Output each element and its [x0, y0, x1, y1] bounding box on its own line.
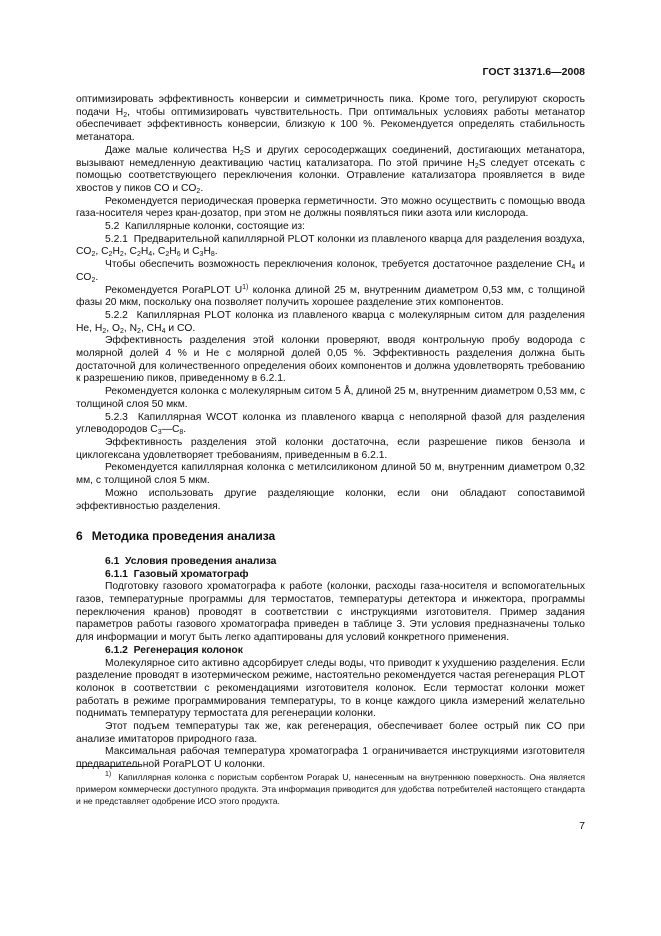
paragraph: Можно использовать другие разделяющие колонки, если они обладают сопоставимой эффективностью разделения.	[76, 487, 585, 512]
paragraph: Рекомендуется колонка с молекулярным ситом 5 Å, длиной 25 м, внутренним диаметром 0,53 мм, с толщиной слоя 50 мкм.	[76, 386, 585, 410]
section-heading: 6 Методика проведения анализа	[76, 529, 276, 544]
footnote-text: $^{1)}$ Капиллярная колонка с пористым сорбентом Porapak U, нанесенным на внутреннюю поверхность. Она является примером коммерчески доступного продукта. Эта информация приводится для удобства потребителей настоящего стандарта и не представляет одобрение ИСО этого продукта.	[76, 771, 585, 807]
document-header: ГОСТ 31371.6—2008	[482, 66, 585, 78]
paragraph: Подготовку газового хроматографа к работе (колонки, расходы газа-носителя и вспомогательных газов, температурные программы для термостатов, температуры детектора и инжектора, программы переключения кранов) проводят в соответствии с инструкциями изготовителя. Пример задания параметров работы газового хроматографа приведен в таблице 3. Эти условия предназначены только для информации и могут быть легко адаптированы для условий конкретного применения.	[76, 581, 585, 644]
paragraph: 5.2.3 Капиллярная WCOT колонка из плавленого кварца с неполярной фазой для разделения углеводородов $C_3—C_8$.	[76, 411, 585, 437]
paragraph: Рекомендуется капиллярная колонка с метилсиликоном длиной 50 м, внутренним диаметром 0,32 мм, с толщиной слоя 5 мкм.	[76, 462, 585, 487]
paragraph: оптимизировать эффективность конверсии и симметричность пика. Кроме того, регулируют скорость подачи $H_2$, чтобы оптимизировать чувствительность. При оптимальных условиях работы метанатор обеспечивает эффективность конверсии, близкую к 100 %. Рекомендуется определять стабильность метанатора.	[76, 94, 586, 144]
paragraph: Этот подъем температуры так же, как регенерация, обеспечивает более острый пик CO при анализе имитаторов природного газа.	[76, 721, 585, 745]
subsection-heading: 6.1.2 Регенерация колонок	[105, 644, 243, 656]
paragraph: Молекулярное сито активно адсорбирует следы воды, что приводит к ухудшению разделения. Если разделение проводят в изотермическом режиме, настоятельно рекомендуется частая регенерация PLOT колонок в соответствии с рекомендациями изготовителя колонок. Если термостат колонки может работать в режиме программирования температуры, то в конце каждого цикла измерений желательно поднимать температуру термостата для регенерации колонки.	[76, 657, 585, 720]
paragraph: Даже малые количества $H_2S$ и других серосодержащих соединений, достигающих метанатора, вызывают немедленную деактивацию частиц катализатора. По этой причине $H_2S$ следует отсекать с помощью соответствующего переключения колонки. Отравление катализатора проявляется в виде хвостов у пиков CO и $CO_2$.	[76, 144, 586, 195]
page-number: 7	[579, 820, 585, 832]
footnote-separator	[76, 766, 138, 767]
paragraph: 5.2.1 Предварительной капиллярной PLOT колонки из плавленого кварца для разделения воздуха, $CO_2$, $C_2H_2$, $C_2H_4$, $C_2H_6$ и $C_3H_8$.	[76, 233, 585, 259]
body-text	[76, 94, 585, 772]
paragraph: Максимальная рабочая температура хроматографа 1 ограничивается инструкциями изготовителя предварительной PoraPLOT U колонки.	[76, 746, 585, 771]
paragraph: Чтобы обеспечить возможность переключения колонок, требуется достаточное разделение $CH_4$ и $CO_2$.	[76, 259, 585, 284]
subsection-heading: 6.1 Условия проведения анализа	[105, 555, 277, 567]
paragraph: Эффективность разделения этой колонки достаточна, если разрешение пиков бензола и циклогексана удовлетворяет требованиям, приведенным в 6.2.1.	[76, 436, 585, 461]
subsection-heading: 6.1.1 Газовый хроматограф	[105, 568, 249, 580]
paragraph: 5.2.2 Капиллярная PLOT колонка из плавленого кварца с молекулярным ситом для разделения He, $H_2$, $O_2$, $N_2$, $CH_4$ и CO.	[76, 309, 585, 335]
paragraph: Эффективность разделения этой колонки проверяют, вводя контрольную пробу водорода с молярной долей 4 % и He с молярной долей 0,05 %. Эффективность разделения должна быть достаточной для количественного определения обоих компонентов и должна удовлетворять требованию к разрешению пиков, приведенному в 6.2.1.	[76, 335, 585, 385]
paragraph: Рекомендуется PoraPLOT $U^{1)}$ колонка длиной 25 м, внутренним диаметром 0,53 мм, с толщиной фазы 20 мкм, поскольку она позволяет получить хорошее разделение этих компонентов.	[76, 283, 585, 309]
footnote	[76, 771, 585, 808]
paragraph: Рекомендуется периодическая проверка герметичности. Это можно осуществить с помощью ввода газа-носителя через кран-дозатор, при этом не должны появляться пики азота или кислорода.	[76, 195, 585, 220]
paragraph: 5.2 Капиллярные колонки, состоящие из:	[105, 221, 305, 233]
